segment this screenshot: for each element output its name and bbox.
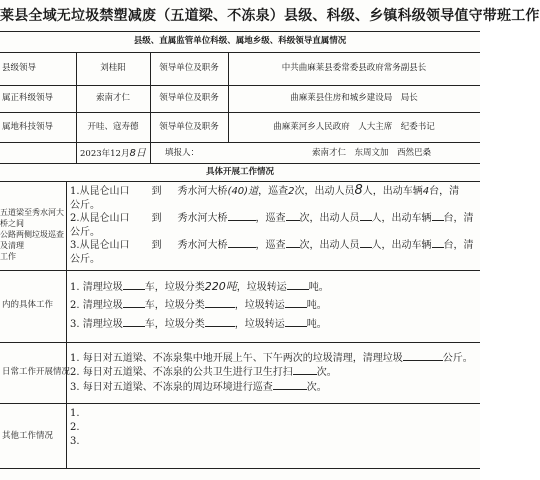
rule — [0, 342, 480, 343]
concrete-a: 2. 清理垃圾 — [70, 300, 123, 311]
patrol-times-unit: 次，出动人员 — [299, 240, 360, 251]
concrete-d: 吨。 — [306, 319, 327, 330]
section1-header: 县级、直属监管单位科级、属地乡级、科级领导直属情况 — [133, 36, 347, 46]
patrol-place: 秀水河大桥 — [177, 240, 228, 251]
rule — [66, 181, 67, 468]
daily-b: 次。 — [316, 367, 337, 378]
patrol-mid: ，巡查 — [258, 186, 289, 197]
patrol-cars-unit: 台，清 — [429, 186, 460, 197]
daily-a: 1. 每日对五道梁、不冻泉集中地开展上午、下午两次的垃圾清理，清理垃圾 — [70, 353, 403, 364]
concrete-a: 3. 清理垃圾 — [70, 319, 123, 330]
date-cell — [80, 148, 146, 160]
concrete-c: ，垃圾转运 — [234, 300, 285, 311]
row-unit-label: 领导单位及职务 — [159, 93, 219, 103]
concrete-line — [70, 280, 329, 295]
rule — [0, 142, 480, 143]
row-unit-label: 领导单位及职务 — [159, 122, 219, 132]
section2-header: 具体开展工作情况 — [205, 167, 274, 177]
patrol-label: 五道梁至秀水河大桥之间 公路两侧垃圾巡查及清理 工作 — [0, 208, 64, 261]
daily-b: 次。 — [306, 382, 327, 393]
concrete-c: ，垃圾转运 — [236, 282, 287, 293]
row-unit: 中共曲麻莱县委常委县政府常务副县长 — [281, 63, 427, 73]
daily-b: 公斤。 — [442, 353, 473, 364]
patrol-prefix: 1.从昆仑山口 — [70, 186, 130, 197]
patrol-to: 到 — [151, 240, 162, 251]
patrol-times-unit: 次，出动人员 — [294, 186, 355, 197]
concrete-c: ，垃圾转运 — [234, 319, 285, 330]
row-label: 县级领导 — [2, 63, 37, 73]
patrol-tail: 公斤。 — [70, 254, 100, 265]
concrete-b: 车，垃圾分类 — [144, 282, 205, 293]
patrol-times-handwritten: 2 — [288, 186, 295, 197]
row-unit: 曲麻莱县住房和城乡建设局 局长 — [290, 93, 418, 103]
concrete-a: 1. 清理垃圾 — [70, 282, 123, 293]
concrete-handwritten: 220吨 — [204, 280, 237, 293]
patrol-cars-unit: 台，清 — [443, 240, 474, 251]
patrol-people-handwritten: 8 — [354, 183, 363, 198]
daily-a: 3. 每日对五道梁、不冻泉的周边环境进行巡查 — [70, 382, 273, 393]
other-line: 2. — [70, 422, 80, 433]
date-text: 2023年12月 — [80, 149, 130, 159]
patrol-to: 到 — [151, 186, 162, 197]
patrol-place-handwritten: (40)道 — [227, 186, 259, 197]
patrol-prefix: 2.从昆仑山口 — [70, 213, 130, 224]
row-label: 属正科级领导 — [2, 93, 54, 103]
rule — [0, 181, 480, 182]
row-label: 属地科技领导 — [2, 122, 54, 132]
concrete-d: 吨。 — [308, 282, 329, 293]
concrete-b: 车，垃圾分类 — [144, 300, 205, 311]
date-day-handwritten: 8日 — [129, 148, 146, 159]
filler-names: 索南才仁 东周文加 西然巴桑 — [312, 148, 432, 158]
concrete-line — [70, 318, 327, 332]
daily-line — [70, 381, 327, 395]
patrol-line — [70, 184, 480, 199]
row-unit-label: 领导单位及职务 — [159, 63, 219, 73]
daily-line — [70, 352, 473, 366]
other-label: 其他工作情况 — [2, 431, 54, 441]
patrol-to: 到 — [151, 213, 162, 224]
patrol-times-unit: 次，出动人员 — [299, 213, 360, 224]
rule — [0, 403, 480, 404]
daily-label: 日常工作开展情况 — [2, 367, 71, 377]
report-title: 莱县全域无垃圾禁塑减废（五道梁、不冻泉）县级、科级、乡镇科级领导值守带班工作 — [0, 8, 540, 24]
patrol-mid: ，巡查 — [255, 240, 286, 251]
filler-label: 填报人： — [165, 148, 200, 158]
rule — [0, 52, 480, 53]
rule — [0, 31, 480, 32]
row-name: 索南才仁 — [95, 93, 130, 103]
patrol-line — [70, 239, 480, 253]
daily-a: 2. 每日对五道梁、不冻泉的公共卫生进行卫生打扫 — [70, 367, 293, 378]
patrol-line — [70, 212, 480, 226]
concrete-line — [70, 299, 327, 313]
rule — [0, 163, 480, 164]
patrol-place: 秀水河大桥 — [177, 213, 228, 224]
patrol-people-unit: 人，出动车辆 — [371, 240, 432, 251]
patrol-cars-unit: 台，清 — [443, 213, 474, 224]
patrol-tail: 公斤。 — [70, 227, 100, 238]
other-line: 1. — [70, 408, 80, 419]
patrol-prefix: 3.从昆仑山口 — [70, 240, 130, 251]
row-name: 开哇、寇寿德 — [87, 122, 139, 132]
row-name: 刘桂阳 — [100, 63, 126, 73]
patrol-people-unit: 人，出动车辆 — [362, 186, 423, 197]
concrete-b: 车，垃圾分类 — [144, 319, 205, 330]
concrete-d: 吨。 — [306, 300, 327, 311]
rule — [0, 85, 480, 86]
patrol-mid: ，巡查 — [255, 213, 286, 224]
patrol-cars-handwritten: 4 — [422, 186, 430, 197]
rule — [0, 468, 480, 469]
row-unit: 曲麻莱河乡人民政府 人大主席 纪委书记 — [273, 122, 435, 132]
patrol-people-unit: 人，出动车辆 — [371, 213, 432, 224]
rule — [0, 112, 480, 113]
rule — [0, 270, 480, 271]
concrete-label: 内的具体工作 — [2, 300, 54, 310]
patrol-place: 秀水河大桥 — [177, 186, 228, 197]
patrol-tail: 公斤。 — [70, 200, 100, 211]
daily-line — [70, 366, 337, 380]
other-line: 3. — [70, 436, 80, 447]
